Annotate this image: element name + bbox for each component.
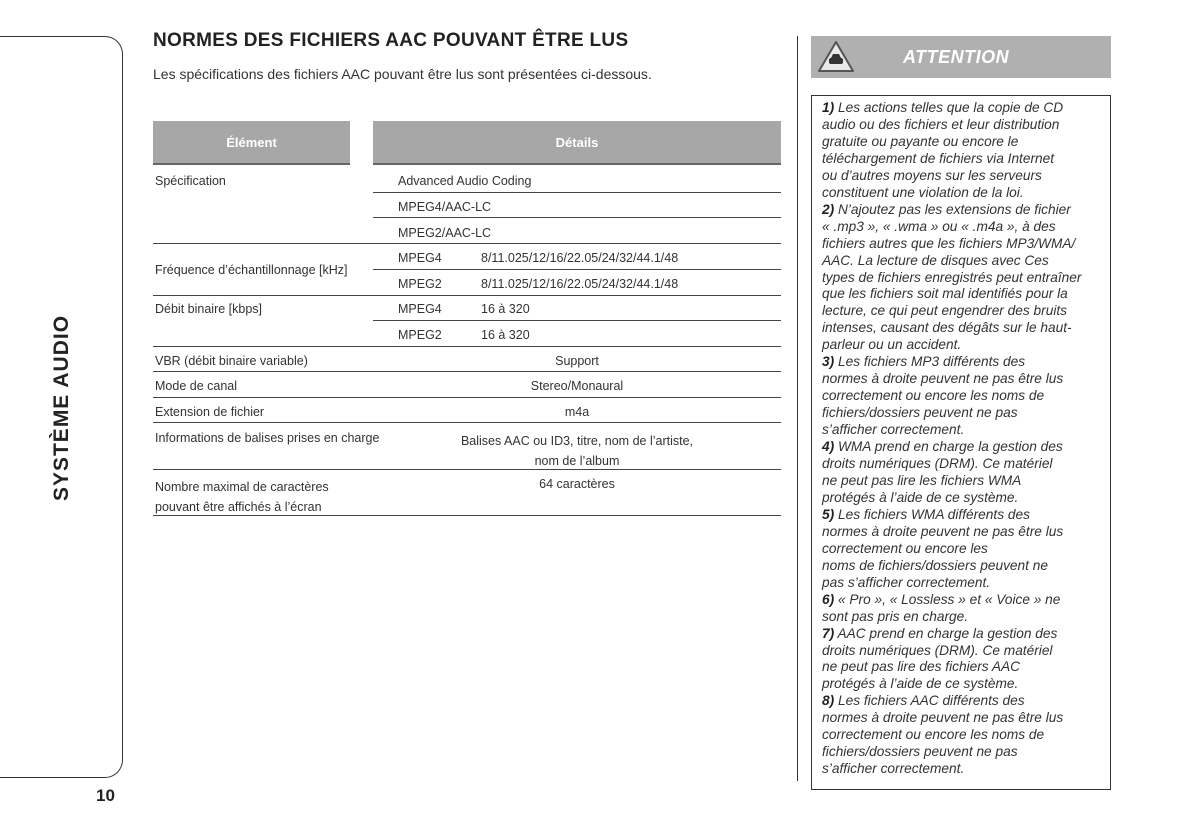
attention-item [822, 693, 1063, 776]
row-label: Nombre maximal de caractères pouvant être affichés à l’écran [155, 480, 329, 514]
warning-car-icon [816, 39, 856, 80]
item-number: 2) [822, 201, 835, 217]
column-divider [797, 36, 798, 781]
row-label: Fréquence d’échantillonnage [kHz] [155, 263, 348, 277]
intro-text: Les spécifications des fichiers AAC pouvant être lus sont présentées ci-dessous. [153, 66, 652, 82]
item-text: WMA prend en charge la gestion des droits numériques (DRM). Ce matériel ne peut pas lire les fichiers WMA protégés à l’aide de ce système. [822, 439, 1063, 505]
attention-item [822, 507, 1063, 590]
row-label: Mode de canal [155, 379, 238, 393]
row-label: Informations de balises prises en charge [155, 431, 380, 445]
row-label: Débit binaire [kbps] [155, 302, 263, 316]
row-divider [153, 346, 781, 347]
cell-value: 16 à 320 [481, 302, 530, 316]
item-text: Les fichiers WMA différents des normes à droite peuvent ne pas être lus correctement ou encore les noms de fichiers/dossiers peuvent ne pas s’afficher correctement. [822, 506, 1064, 590]
item-number: 4) [822, 439, 835, 455]
row-divider [153, 243, 781, 244]
row-label: VBR (débit binaire variable) [155, 354, 308, 368]
attention-item [822, 626, 1057, 692]
item-number: 3) [822, 354, 835, 370]
attention-item [822, 439, 1063, 505]
row-divider [153, 422, 781, 423]
item-number: 7) [822, 625, 835, 641]
page-title: NORMES DES FICHIERS AAC POUVANT ÊTRE LUS [153, 30, 629, 51]
page-number: 10 [96, 786, 115, 805]
item-text: Les actions telles que la copie de CD audio ou des fichiers et leur distribution gratuite ou payante ou encore le téléchargement de fichiers via Internet ou d’autres moyens sur les serveurs constituent une violation de la loi. [822, 100, 1064, 200]
cell-codec: MPEG4 [398, 302, 442, 316]
cell-value: Balises AAC ou ID3, titre, nom de l’artiste, nom de l’album [460, 434, 694, 468]
section-side-title: SYSTÈME AUDIO [50, 314, 73, 502]
cell-value: MPEG4/AAC-LC [398, 200, 492, 214]
item-text: « Pro », « Lossless » et « Voice » ne sont pas pris en charge. [822, 591, 1061, 624]
attention-item [822, 202, 1081, 353]
cell-value: 64 caractères [539, 477, 615, 491]
row-label: Extension de fichier [155, 405, 265, 419]
attention-item [822, 354, 1063, 437]
row-label: Spécification [155, 174, 226, 188]
attention-title: ATTENTION [903, 47, 1010, 67]
item-text: Les fichiers AAC différents des normes à droite peuvent ne pas être lus correctement ou encore les noms de fichiers/dossiers peuvent ne pas s’afficher correctement. [822, 693, 1064, 777]
row-divider [373, 269, 781, 270]
cell-value: Advanced Audio Coding [398, 174, 532, 188]
cell-value: MPEG2/AAC-LC [398, 226, 492, 240]
row-divider [153, 295, 781, 296]
header-element: Élément [153, 121, 350, 165]
cell-value: Support [555, 354, 599, 368]
header-details: Détails [373, 121, 781, 165]
cell-value: 16 à 320 [481, 328, 530, 342]
item-number: 5) [822, 506, 835, 522]
cell-value: Stereo/Monaural [530, 379, 624, 393]
cell-codec: MPEG2 [398, 328, 442, 342]
row-divider [153, 371, 781, 372]
attention-item [822, 592, 1060, 624]
row-divider [373, 192, 781, 193]
item-text: Les fichiers MP3 différents des normes à droite peuvent ne pas être lus correctement ou encore les noms de fichiers/dossiers peuvent ne pas s’afficher correctement. [822, 354, 1064, 438]
attention-item [822, 100, 1063, 200]
cell-codec: MPEG4 [398, 251, 442, 265]
item-number: 1) [822, 100, 835, 115]
attention-text [822, 100, 1107, 778]
row-divider [153, 515, 781, 516]
cell-value: m4a [564, 405, 590, 419]
row-divider [153, 397, 781, 398]
item-text: AAC prend en charge la gestion des droits numériques (DRM). Ce matériel ne peut pas lire des fichiers AAC protégés à l’aide de ce système. [822, 625, 1058, 692]
row-divider [153, 469, 781, 470]
row-divider [373, 217, 781, 218]
row-divider [373, 320, 781, 321]
cell-value: 8/11.025/12/16/22.05/24/32/44.1/48 [481, 277, 679, 291]
item-number: 8) [822, 693, 835, 709]
item-text: N’ajoutez pas les extensions de fichier « .mp3 », « .wma » ou « .m4a », à des fichiers autres que les fichiers MP3/WMA/ AAC. La lecture de disques avec Ces types de fichiers enregistrés peut entraîner que les fichiers soit mal identifiés pour la lecture, ce qui peut engendrer des bruits intenses, causant des dégâts sur le haut- parleur ou un accident. [822, 201, 1082, 353]
item-number: 6) [822, 591, 835, 607]
cell-codec: MPEG2 [398, 277, 442, 291]
cell-value: 8/11.025/12/16/22.05/24/32/44.1/48 [481, 251, 679, 265]
